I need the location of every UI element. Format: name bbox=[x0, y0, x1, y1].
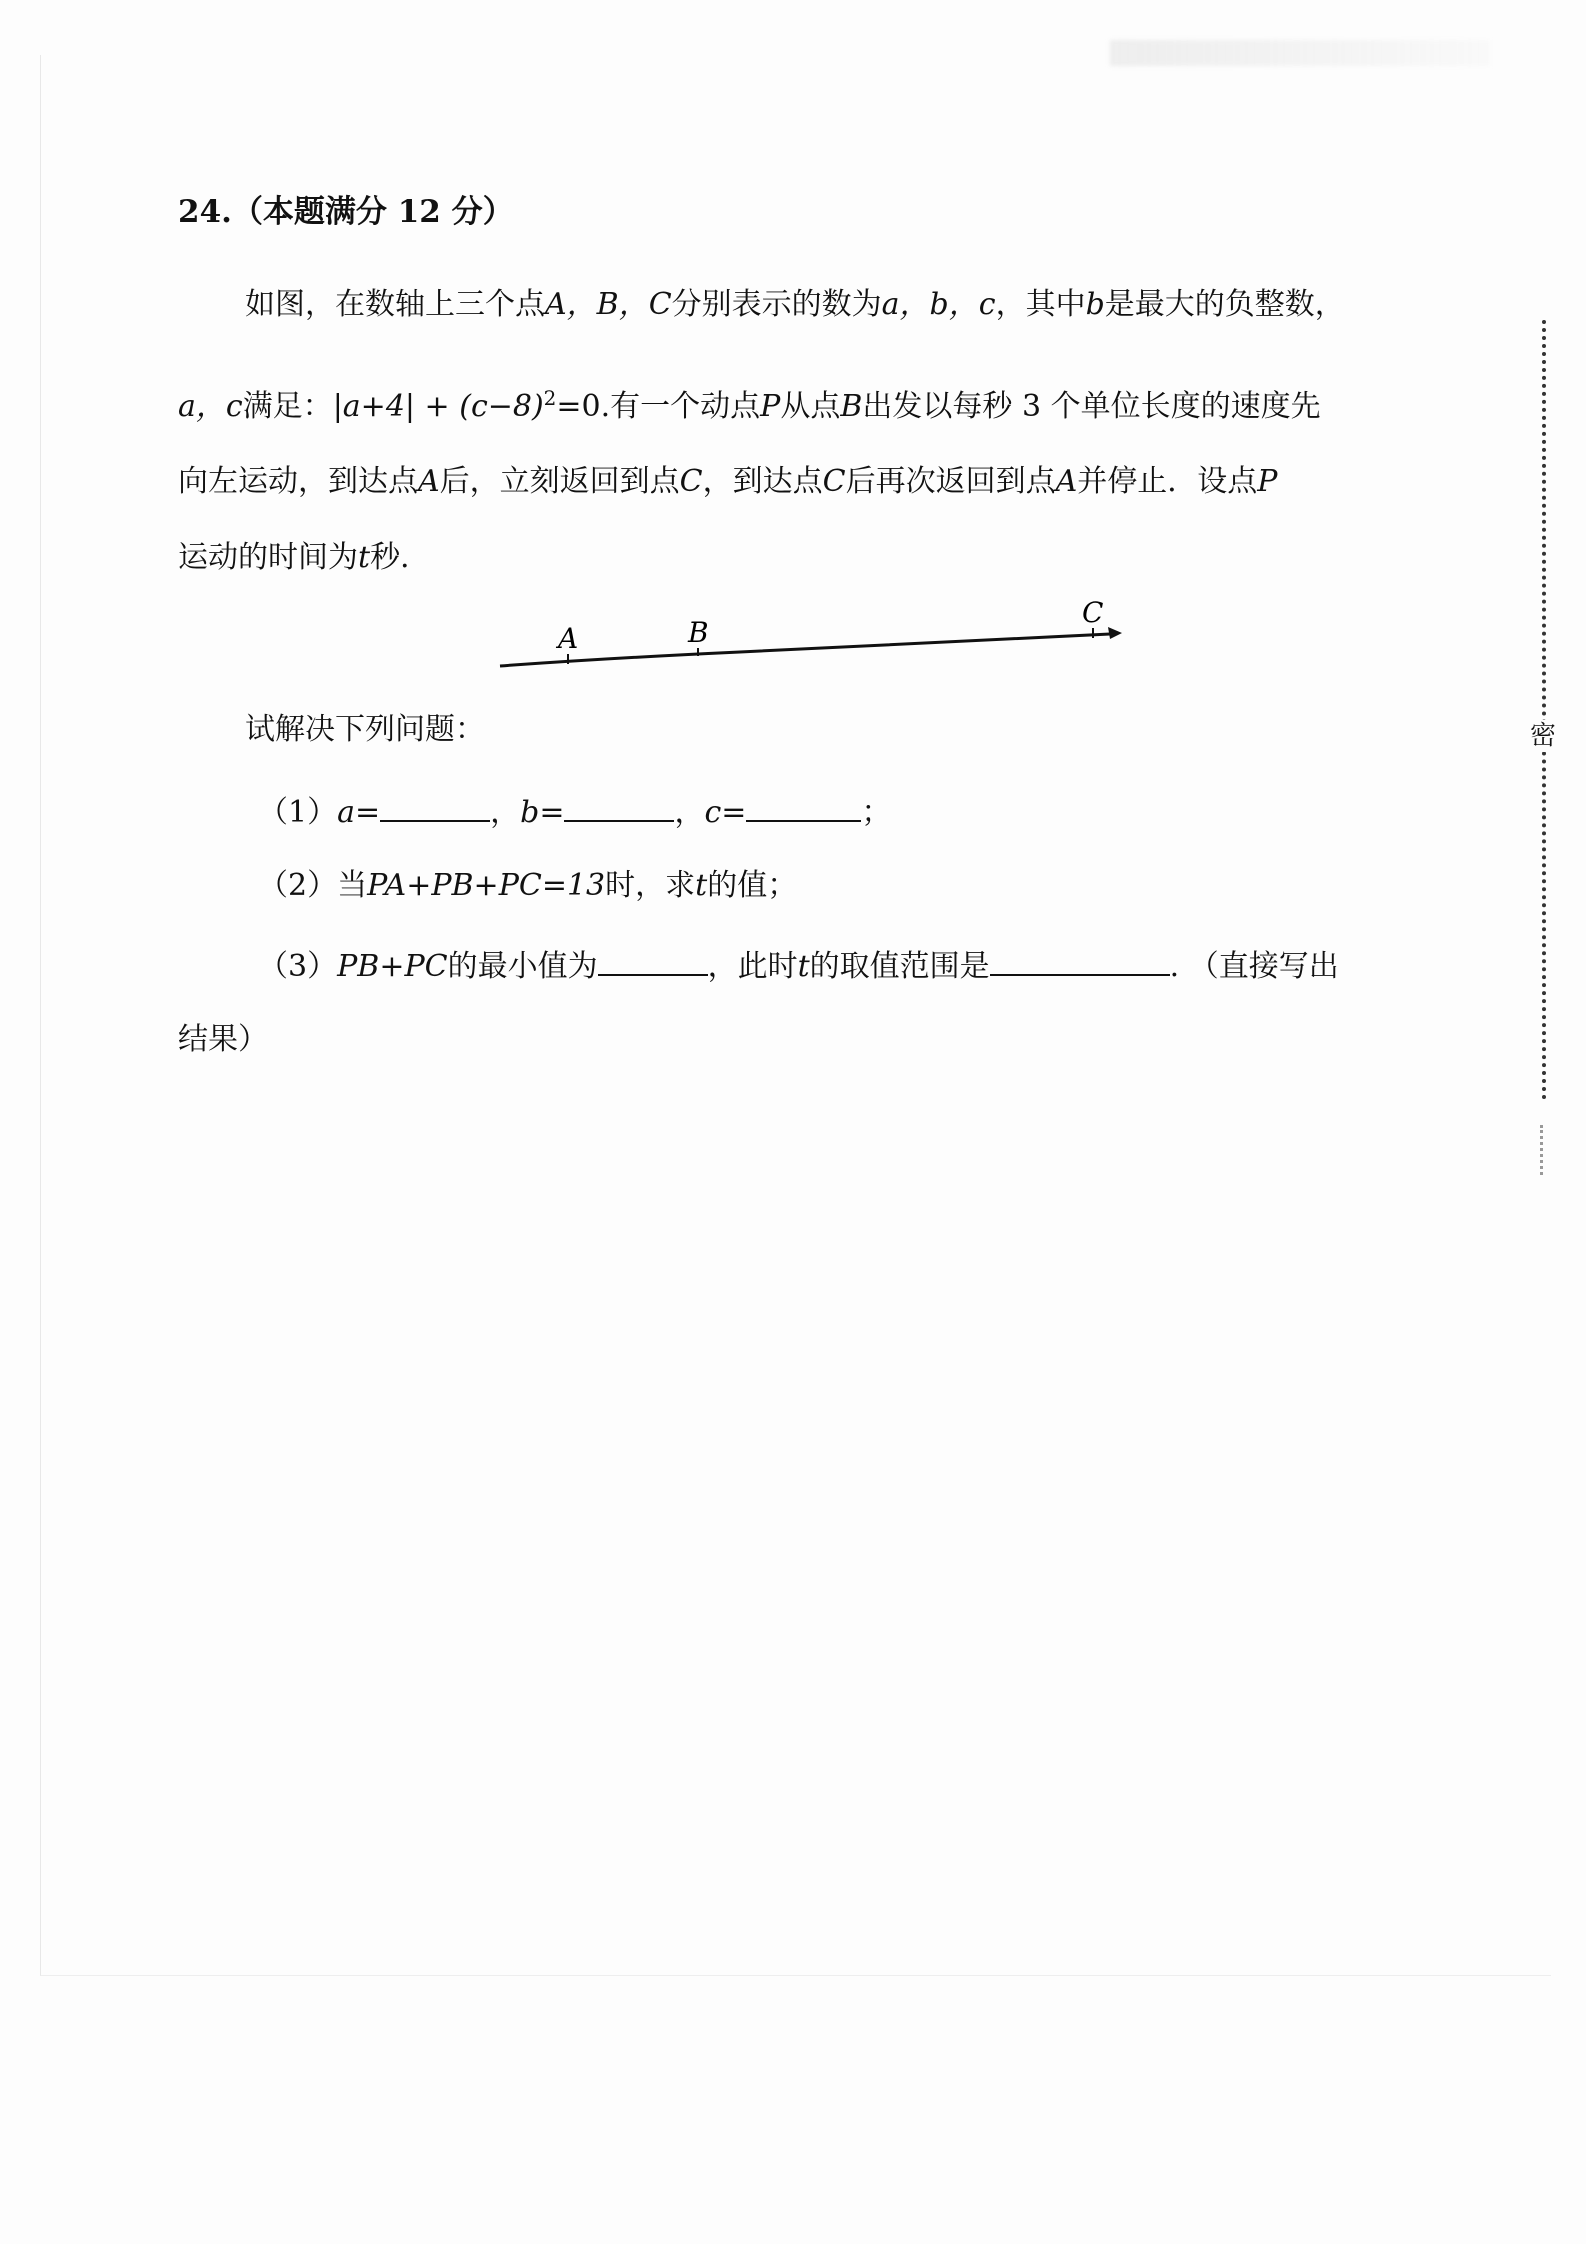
faded-header-text bbox=[1110, 40, 1490, 66]
intro-text: 如图，在数轴上三个点 bbox=[245, 287, 545, 322]
question-number: 24. bbox=[178, 194, 232, 230]
answer-label-c: c= bbox=[704, 795, 747, 830]
separator: ， bbox=[490, 795, 521, 830]
intro-text: 秒. bbox=[370, 540, 410, 575]
part-number: （1） bbox=[258, 795, 338, 830]
plus-sign: + bbox=[415, 389, 460, 424]
number-line-arrow bbox=[1108, 627, 1122, 639]
square-base: (c−8) bbox=[459, 389, 544, 424]
intro-var: t bbox=[358, 540, 371, 575]
part-var: t bbox=[695, 868, 708, 903]
intro-line-2 bbox=[178, 378, 1321, 427]
label-B: B bbox=[688, 616, 709, 649]
separator: ； bbox=[861, 795, 892, 830]
exponent: 2 bbox=[543, 386, 557, 410]
intro-var: P bbox=[1257, 464, 1278, 499]
question-score-note: （本题满分 12 分） bbox=[231, 194, 514, 230]
intro-var: P bbox=[760, 389, 781, 424]
part-expression: PB+PC bbox=[337, 949, 448, 984]
separator: ， bbox=[674, 795, 705, 830]
intro-text: 从点 bbox=[780, 389, 841, 424]
abs-expression: |a+4| bbox=[332, 389, 416, 424]
label-C: C bbox=[1082, 600, 1104, 629]
intro-var: A，B，C bbox=[545, 287, 672, 322]
part-number: （2） bbox=[258, 868, 338, 903]
intro-var: b bbox=[1085, 287, 1105, 322]
number-line-axis bbox=[500, 634, 1110, 666]
answer-blank-c[interactable] bbox=[746, 790, 861, 822]
answer-blank-a[interactable] bbox=[380, 790, 490, 822]
intro-var: a，b，c bbox=[881, 287, 996, 322]
part-var: t bbox=[797, 949, 810, 984]
binding-mark: 密 bbox=[1525, 720, 1561, 752]
intro-text: 后，立刻返回到点 bbox=[439, 464, 680, 499]
part-text: 的最小值为 bbox=[447, 949, 598, 984]
intro-var: A bbox=[1055, 464, 1078, 499]
intro-text: 并停止．设点 bbox=[1077, 464, 1258, 499]
answer-blank-min[interactable] bbox=[598, 944, 708, 976]
intro-line-4 bbox=[178, 538, 410, 578]
intro-text: 向左运动，到达点 bbox=[178, 464, 418, 499]
intro-text: 运动的时间为 bbox=[178, 540, 358, 575]
intro-var: C bbox=[822, 464, 846, 499]
intro-line-1 bbox=[245, 285, 1345, 325]
intro-text: 分别表示的数为 bbox=[671, 287, 882, 322]
answer-label-a: a= bbox=[337, 795, 381, 830]
equation-end: =0. bbox=[556, 389, 611, 424]
answer-blank-b[interactable] bbox=[564, 790, 674, 822]
part-text: 的值； bbox=[707, 868, 798, 903]
number-line-figure bbox=[490, 600, 1150, 690]
intro-text: 是最大的负整数， bbox=[1104, 287, 1345, 322]
intro-var: B bbox=[840, 389, 863, 424]
intro-var: a，c bbox=[178, 389, 243, 424]
part-text: 时，求 bbox=[605, 868, 696, 903]
intro-text: 有一个动点 bbox=[610, 389, 761, 424]
part-3-continued: 结果） bbox=[178, 1022, 268, 1057]
binding-dotted-line-lower bbox=[1540, 1125, 1547, 1175]
question-header bbox=[178, 192, 514, 232]
intro-text: ，其中 bbox=[995, 287, 1086, 322]
part-1 bbox=[258, 790, 891, 833]
intro-var: A bbox=[418, 464, 440, 499]
label-A: A bbox=[558, 622, 579, 655]
scan-border bbox=[40, 55, 1551, 1976]
intro-text: ，到达点 bbox=[702, 464, 823, 499]
intro-text: 后再次返回到点 bbox=[845, 464, 1056, 499]
part-number: （3） bbox=[258, 949, 338, 984]
binding-dotted-line bbox=[1542, 320, 1550, 1100]
part-text: 的取值范围是 bbox=[809, 949, 990, 984]
intro-text: 满足： bbox=[242, 389, 333, 424]
part-text: ，此时 bbox=[707, 949, 798, 984]
intro-text: 出发以每秒 3 个单位长度的速度先 bbox=[862, 389, 1321, 424]
answer-blank-range[interactable] bbox=[990, 944, 1170, 976]
problem-prompt: 试解决下列问题： bbox=[245, 712, 485, 747]
part-2 bbox=[258, 866, 797, 906]
part-text: 当 bbox=[337, 868, 368, 903]
part-expression: PA+PB+PC=13 bbox=[367, 868, 606, 903]
part-text: . （直接写出 bbox=[1169, 949, 1339, 984]
intro-var: C bbox=[679, 464, 703, 499]
answer-label-b: b= bbox=[520, 795, 565, 830]
intro-line-3 bbox=[178, 462, 1277, 502]
part-3 bbox=[258, 944, 1339, 987]
